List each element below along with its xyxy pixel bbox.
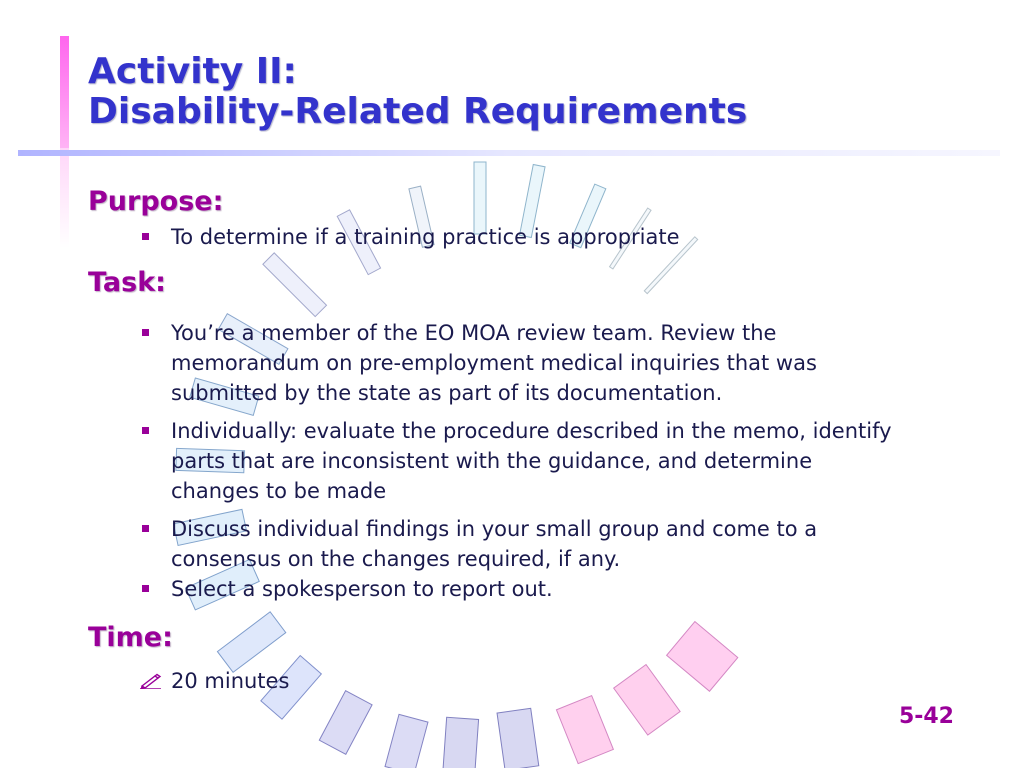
square-bullet-icon <box>142 525 149 532</box>
task-item <box>140 416 900 506</box>
task-item <box>140 318 900 408</box>
task-item-text: Individually: evaluate the procedure described in the memo, identify parts that are inconsistent with the guidance, and determine changes to be made <box>171 419 892 503</box>
title-divider <box>18 150 1000 156</box>
slide-title <box>88 52 747 132</box>
decorative-ray <box>319 691 372 755</box>
decorative-ray <box>556 696 613 764</box>
purpose-heading: Purpose: <box>88 186 224 217</box>
time-list <box>140 666 900 696</box>
task-item-text: Discuss individual findings in your small group and come to a consensus on the changes required, if any. <box>171 517 818 571</box>
task-item <box>140 514 900 574</box>
task-heading: Task: <box>88 267 166 298</box>
purpose-item <box>140 222 900 252</box>
time-item-text: 20 minutes <box>171 669 290 693</box>
task-list <box>140 318 900 604</box>
task-item-text: You’re a member of the EO MOA review team. Review the memorandum on pre-employment medical inquiries that was submitted by the state as part of its documentation. <box>171 321 817 405</box>
square-bullet-icon <box>142 427 149 434</box>
square-bullet-icon <box>142 233 149 240</box>
page-number: 5-42 <box>898 704 954 729</box>
accent-bar <box>60 36 69 148</box>
purpose-list <box>140 222 900 252</box>
time-item <box>140 666 900 696</box>
decorative-ray <box>217 612 285 672</box>
pencil-icon <box>140 673 162 689</box>
decorative-ray <box>443 717 479 768</box>
task-item-text: Select a spokesperson to report out. <box>171 577 553 601</box>
accent-bar-fade <box>60 148 69 248</box>
decorative-ray <box>263 253 327 317</box>
title-line-2: Disability-Related Requirements <box>88 91 748 132</box>
decorative-ray <box>385 714 428 768</box>
task-item <box>140 574 900 604</box>
purpose-item-text: To determine if a training practice is appropriate <box>171 225 680 249</box>
square-bullet-icon <box>142 585 149 592</box>
time-heading: Time: <box>88 622 173 653</box>
square-bullet-icon <box>142 329 149 336</box>
title-line-1: Activity II: <box>88 51 297 92</box>
decorative-ray <box>497 708 539 768</box>
